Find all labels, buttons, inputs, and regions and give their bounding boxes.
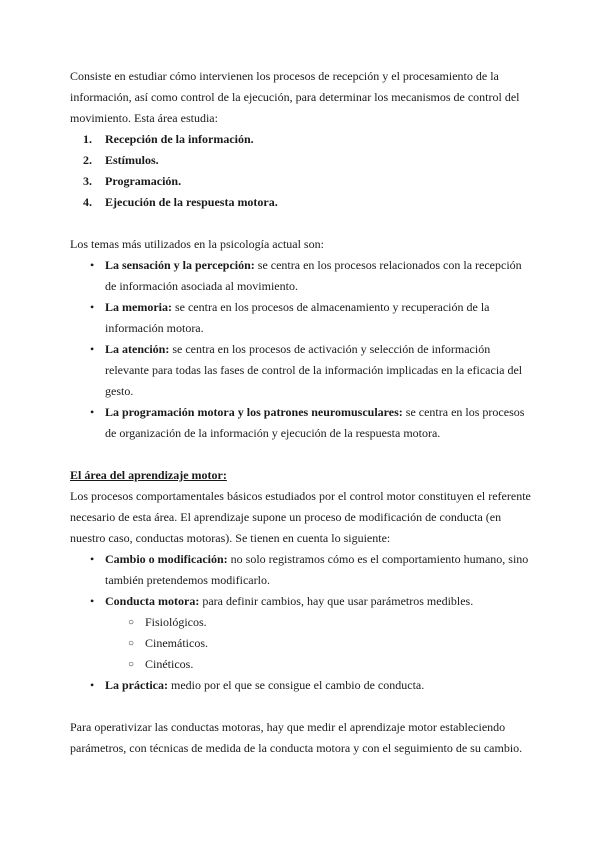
bullet-line — [105, 594, 473, 608]
bullet-term: La práctica: — [105, 678, 168, 692]
bullet-icon: • — [90, 405, 95, 419]
numbered-item — [70, 150, 532, 171]
numbered-item — [70, 192, 532, 213]
bullet-item — [70, 339, 532, 402]
bullet-icon: • — [90, 678, 95, 692]
bullet-description: medio por el que se consigue el cambio de conducta. — [167, 678, 425, 692]
bullet-description: se centra en los procesos de almacenamiento y recuperación de la información motora. — [105, 300, 490, 335]
list-number: 2. — [83, 153, 92, 167]
bullet-icon: • — [90, 300, 95, 314]
topics-bullet-list — [70, 255, 532, 444]
bullet-term: Cambio o modificación: — [105, 552, 228, 566]
sub-bullet-text: Cinemáticos. — [145, 636, 208, 650]
bullet-term: La programación motora y los patrones neuromusculares: — [105, 405, 403, 419]
bullet-term: Conducta motora: — [105, 594, 200, 608]
sub-bullet-list — [105, 612, 532, 675]
numbered-item — [70, 171, 532, 192]
list-item-text: Ejecución de la respuesta motora. — [105, 195, 278, 209]
numbered-item — [70, 129, 532, 150]
bullet-item — [70, 255, 532, 297]
bullet-item-text — [105, 675, 532, 696]
bullet-description: se centra en los procesos de organización de la información y ejecución de la respuesta motora. — [105, 405, 525, 440]
bullet-item-text — [105, 591, 532, 675]
list-item-text: Programación. — [105, 174, 182, 188]
sub-bullet-text: Cinéticos. — [145, 657, 194, 671]
bullet-icon: • — [90, 594, 95, 608]
numbered-list — [70, 129, 532, 213]
bullet-term: La memoria: — [105, 300, 172, 314]
list-item-text: Recepción de la información. — [105, 132, 254, 146]
closing-paragraph: Para operativizar las conductas motoras, hay que medir el aprendizaje motor estableciendo parámetros, con técnicas de medida de la conducta motora y con el seguimiento de su cambio. — [70, 720, 523, 755]
sub-bullet-text: Fisiológicos. — [145, 615, 207, 629]
bullet-description: no solo registramos cómo es el comportamiento humano, sino también pretendemos modificarlo. — [105, 552, 529, 587]
circle-bullet-icon: ○ — [128, 638, 135, 649]
sub-bullet-item — [105, 654, 532, 675]
section-heading: El área del aprendizaje motor: — [70, 468, 227, 482]
bullet-term: La sensación y la percepción: — [105, 258, 255, 272]
bullet-term: La atención: — [105, 342, 170, 356]
bullet-item — [70, 591, 532, 675]
bullet-item-text — [105, 549, 532, 591]
intro-paragraph: Consiste en estudiar cómo intervienen los procesos de recepción y el procesamiento de la información, así como control de la ejecución, para determinar los mecanismos de control del movimiento. Esta área estudia: — [70, 69, 520, 125]
learning-bullet-list — [70, 549, 532, 696]
list-number: 1. — [83, 132, 92, 146]
circle-bullet-icon: ○ — [128, 617, 135, 628]
topics-intro-paragraph: Los temas más utilizados en la psicología actual son: — [70, 237, 324, 251]
sub-bullet-item — [105, 612, 532, 633]
bullet-item — [70, 297, 532, 339]
section-paragraph: Los procesos comportamentales básicos estudiados por el control motor constituyen el referente necesario de esta área. El aprendizaje supone un proceso de modificación de conducta (en nuestro caso, conductas motoras). Se tienen en cuenta lo siguiente: — [70, 489, 531, 545]
sub-bullet-item — [105, 633, 532, 654]
bullet-item-text — [105, 339, 532, 402]
bullet-icon: • — [90, 342, 95, 356]
list-number: 3. — [83, 174, 92, 188]
bullet-icon: • — [90, 552, 95, 566]
circle-bullet-icon: ○ — [128, 659, 135, 670]
bullet-icon: • — [90, 258, 95, 272]
bullet-item — [70, 549, 532, 591]
bullet-item-text — [105, 402, 532, 444]
bullet-description: se centra en los procesos relacionados con la recepción de información asociada al movimiento. — [105, 258, 522, 293]
bullet-item-text — [105, 297, 532, 339]
bullet-description: se centra en los procesos de activación y selección de información relevante para todas las fases de control de la información implicadas en la eficacia del gesto. — [105, 342, 523, 398]
bullet-description: para definir cambios, hay que usar parámetros medibles. — [199, 594, 474, 608]
list-number: 4. — [83, 195, 92, 209]
bullet-item — [70, 402, 532, 444]
bullet-item — [70, 675, 532, 696]
list-item-text: Estímulos. — [105, 153, 159, 167]
bullet-item-text — [105, 255, 532, 297]
